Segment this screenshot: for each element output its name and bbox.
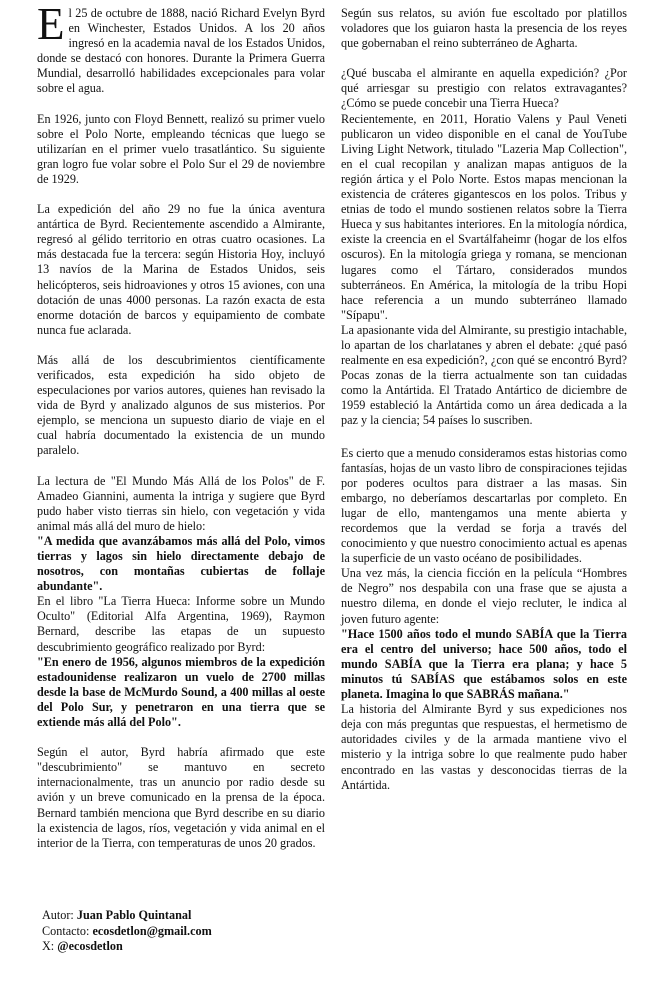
author-footer	[42, 908, 212, 955]
left-column	[37, 0, 325, 866]
paragraph-author-claims: Según el autor, Byrd habría afirmado que este "descubrimiento" se mantuvo en secreto internacionalmente, tras un anuncio por radio desde su avión y un breve comunicado en la prensa de la época. Bernard también menciona que Byrd describe en su diario la existencia de lagos, ríos, vegetación y vida animal en el interior de la Tierra, con temperaturas de unos 20 grados.	[37, 745, 325, 850]
quote-men-in-black: "Hace 1500 años todo el mundo SABÍA que la Tierra era el centro del universo; hace 500 años, todo el mundo SABÍA que la Tierra era plana; y hace 5 minutos tú SABÍAS que estábamos solos en este planeta. Imagina lo que SABRÁS mañana."	[341, 626, 627, 702]
paragraph-conclusion: La historia del Almirante Byrd y sus expediciones nos deja con más preguntas que respuestas, el hermetismo de autoridades civiles y de la armada mantiene vivo el misterio y la intriga sobre lo que realmente pudo haber encontrado en las vastas y desconocidas tierras de la Antártida.	[341, 702, 627, 792]
paragraph-intro-text: l 25 de octubre de 1888, nació Richard Evelyn Byrd en Winchester, Estados Unidos. A los 20 años ingresó en la academia naval de los Estados Unidos, donde se destacó con honores. Durante la Primera Guerra Mundial, desarrolló habilidades excepcionales para volar sobre el agua.	[37, 6, 325, 96]
x-label: X:	[42, 939, 58, 953]
author-line	[42, 908, 212, 924]
paragraph-agharta: Según sus relatos, su avión fue escoltado por platillos voladores que los guiaron hasta la presencia de los reyes que gobernaban el reino subterráneo de Agharta.	[341, 6, 627, 51]
x-line	[42, 939, 212, 955]
paragraph-intro	[37, 0, 325, 97]
author-name: Juan Pablo Quintanal	[76, 908, 192, 922]
right-column	[341, 6, 627, 793]
contact-email[interactable]: ecosdetlon@gmail.com	[92, 923, 212, 938]
paragraph-giannini: La lectura de "El Mundo Más Allá de los Polos" de F. Amadeo Giannini, aumenta la intriga y sugiere que Byrd pudo haber visto tierras sin hielo, con vegetación y vida animal más allá del muro de hielo:	[37, 473, 325, 533]
paragraph-maps: Recientemente, en 2011, Horatio Valens y Paul Veneti publicaron un video disponible en el canal de YouTube Living Light Network, titulado "Lazeria Map Collection", en el cual recopilan y analizan mapas antiguos de la región ártica y el Polo Norte. Estos mapas mencionan la existencia de cráteres gigantescos en los polos. Tribus y etnias de todo el mundo sostienen relatos sobre la Tierra Hueca y sus habitantes interiores. En la mitología nórdica, existe la creencia en el Svartálfaheimr (hogar de los elfos oscuros). En la mitología griega y romana, se mencionan lugares como el Tártaro, considerados mundos subterráneos. En América, la mitología de la tribu Hopi hace referencia a un mundo subterráneo llamado "Sípapu".	[341, 111, 627, 322]
paragraph-bernard: En el libro "La Tierra Hueca: Informe sobre un Mundo Oculto" (Editorial Alfa Argentina, 1969), Raymon Bernard, describe las etapas de un supuesto descubrimiento geográfico realizado por Byrd:	[37, 594, 325, 654]
paragraph-speculation: Más allá de los descubrimientos científicamente verificados, esta expedición ha sido objeto de especulaciones por varios autores, quienes han revisado la vida de Byrd y analizado algunos de sus misterios. Por ejemplo, se menciona un supuesto diario de viaje en el cual habría documentado la existencia de un mundo paralelo.	[37, 352, 325, 458]
paragraph-questions: ¿Qué buscaba el almirante en aquella expedición? ¿Por qué arriesgar su prestigio con relatos extravagantes? ¿Cómo se puede concebir una Tierra Hueca?	[341, 66, 627, 111]
contact-label: Contacto:	[42, 923, 93, 938]
drop-cap: E	[37, 0, 65, 49]
paragraph-1926: En 1926, junto con Floyd Bennett, realizó su primer vuelo sobre el Polo Norte, empleando técnicas que luego se utilizarían en el primer vuelo trasatlántico. Su siguiente gran logro fue volar sobre el Polo Sur el 29 de noviembre de 1929.	[37, 111, 325, 186]
quote-giannini: "A medida que avanzábamos más allá del Polo, vimos tierras y lagos sin hielo directamente debajo de nosotros, con montañas cubiertas de follaje abundante".	[37, 533, 325, 594]
paragraph-debate: La apasionante vida del Almirante, su prestigio intachable, lo apartan de los charlatanes y abren el debate: ¿qué pasó realmente en esa expedición?, ¿con qué se encontró Byrd? Pocas zonas de la tierra actualmente son tan cuidadas como la Antártida. El Tratado Antártico de diciembre de 1959 estableció la Antártida como un área dedicada a la paz y la ciencia; 54 países lo suscriben.	[341, 322, 627, 428]
paragraph-men-in-black: Una vez más, la ciencia ficción en la película “Hombres de Negro” nos despabila con una frase que se ajusta a nuestro dilema, en donde el viejo recluter, le indica al joven futuro agente:	[341, 566, 627, 626]
author-label: Autor:	[42, 908, 77, 922]
paragraph-expedition: La expedición del año 29 no fue la única aventura antártica de Byrd. Recientemente ascendido a Almirante, regresó al gélido territorio en otras cuatro ocasiones. La más destacada fue la tercera: según Historia Hoy, incluyó 13 navíos de la Marina de Estados Unidos, seis helicópteros, seis hidroaviones y otros 15 aviones, con una dotación de unas 4000 personas. La razón exacta de esta enorme dotación de barcos y equipamiento de combate nunca fue aclarada.	[37, 202, 325, 337]
paragraph-conspiracies: Es cierto que a menudo consideramos estas historias como fantasías, hojas de un vasto libro de conspiraciones tejidas por poderes ocultos para distraer a las masas. Sin embargo, no deberíamos descartarlas por completo. En lugar de ello, mantengamos una mente abierta y recordemos que la verdad se forja a través del conocimiento y que nuestro conocimiento actual es apenas la superficie de un vasto océano de posibilidades.	[341, 445, 627, 566]
quote-bernard: "En enero de 1956, algunos miembros de la expedición estadounidense realizaron un vuelo de 2700 millas desde la base de McMurdo Sound, a 400 millas al oeste del Polo Sur, y penetraron en una tierra que se extiende más allá del Polo".	[37, 654, 325, 730]
x-handle[interactable]: @ecosdetlon	[57, 939, 123, 953]
contact-line	[42, 924, 212, 940]
